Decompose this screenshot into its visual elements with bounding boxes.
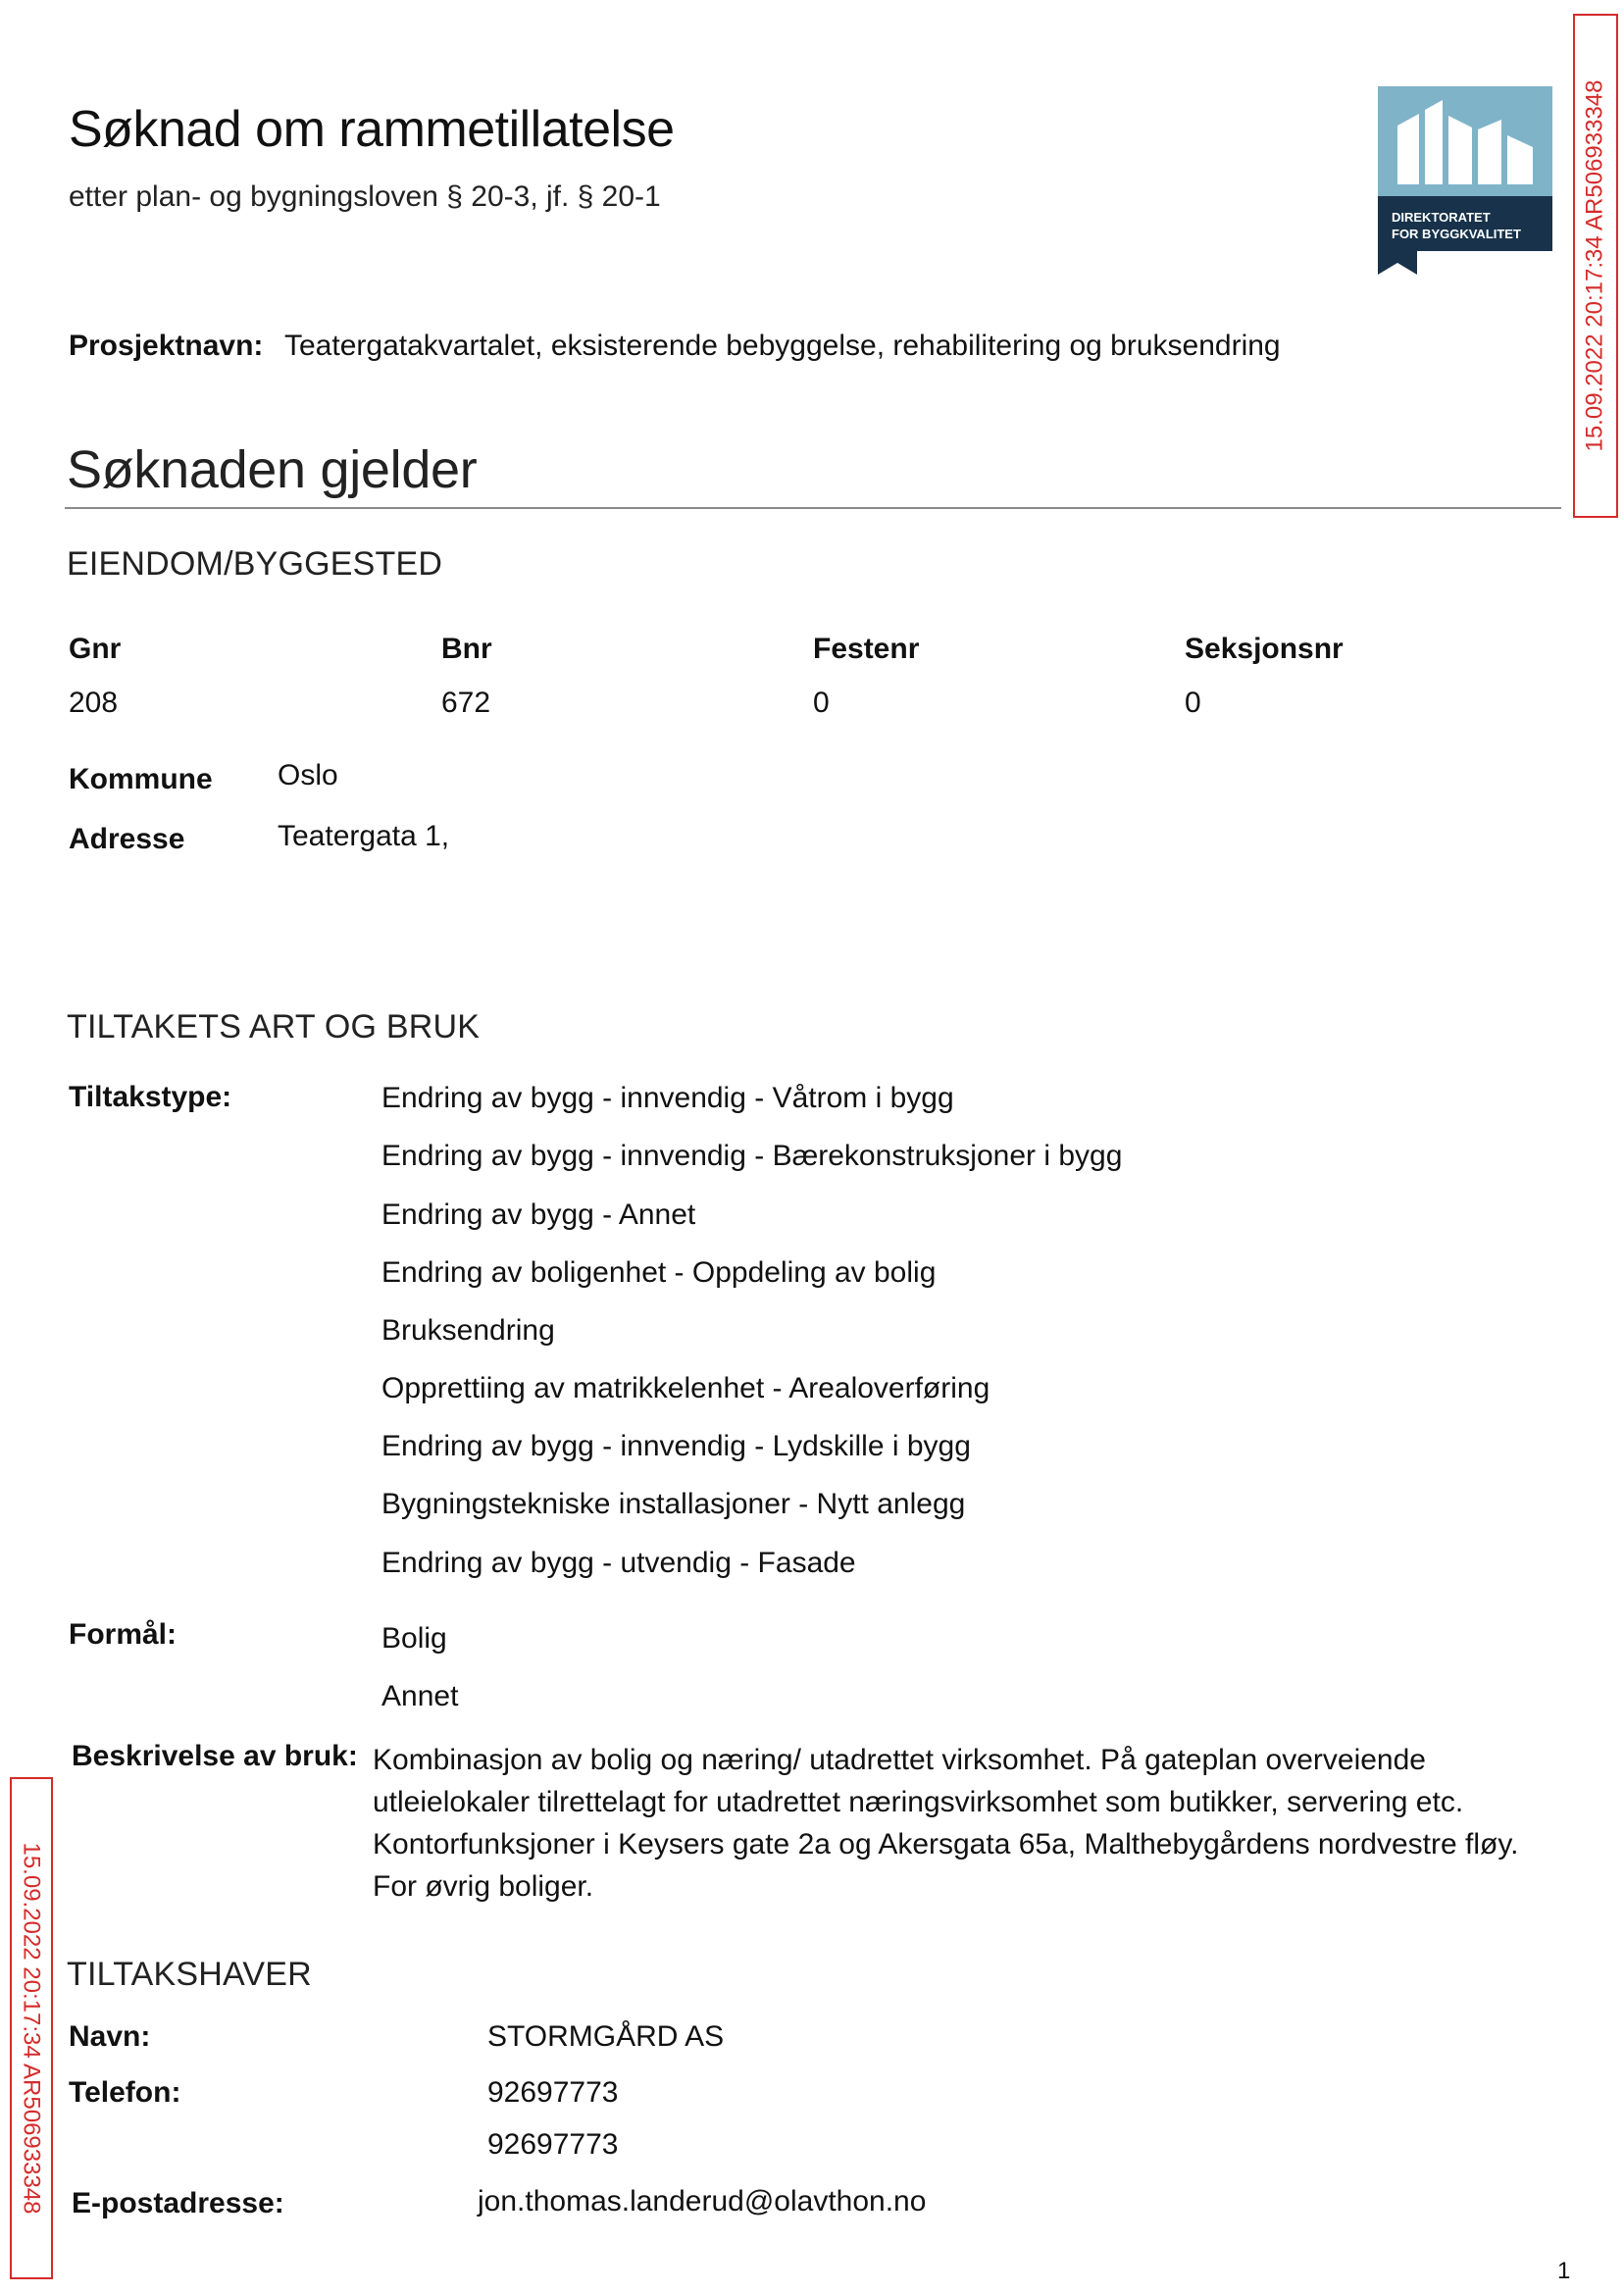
adresse-label: Adresse <box>69 823 185 855</box>
telefon-value-2: 92697773 <box>487 2128 619 2161</box>
telefon-label: Telefon: <box>69 2076 181 2109</box>
gnr-label: Gnr <box>69 633 122 665</box>
project-value: Teatergatakvartalet, eksisterende bebyggelse, rehabilitering og bruksendring <box>284 330 1281 362</box>
seksjonsnr-value: 0 <box>1185 687 1201 719</box>
dibk-logo <box>1378 86 1552 275</box>
festenr-value: 0 <box>813 687 830 719</box>
adresse-value: Teatergata 1, <box>278 820 450 852</box>
page-number: 1 <box>1557 2258 1571 2284</box>
tiltakstype-item: Endring av bygg - innvendig - Våtrom i bygg <box>381 1082 954 1114</box>
received-stamp-top <box>1573 14 1618 518</box>
tiltakstype-item: Endring av bygg - innvendig - Bærekonstruksjoner i bygg <box>381 1140 1123 1172</box>
formal-label: Formål: <box>69 1618 178 1651</box>
bnr-label: Bnr <box>441 633 492 665</box>
received-stamp-bottom <box>10 1777 53 2279</box>
festenr-label: Festenr <box>813 633 920 665</box>
tiltakstype-label: Tiltakstype: <box>69 1081 232 1113</box>
tiltakshaver-heading: TILTAKSHAVER <box>67 1956 312 1993</box>
logo-ribbon <box>1378 251 1417 275</box>
epost-label: E-postadresse: <box>72 2187 284 2219</box>
section-heading: Søknaden gjelder <box>67 440 478 499</box>
navn-value: STORMGÅRD AS <box>487 2020 725 2053</box>
stamp-text: 15.09.2022 20:17:34 AR506933348 <box>1582 79 1608 452</box>
beskrivelse-label: Beskrivelse av bruk: <box>72 1740 358 1772</box>
tiltakstype-item: Bygningstekniske installasjoner - Nytt anlegg <box>381 1488 966 1520</box>
tiltakstype-item: Opprettiing av matrikkelenhet - Arealoverføring <box>381 1372 990 1404</box>
seksjonsnr-label: Seksjonsnr <box>1185 633 1344 665</box>
tiltakstype-item: Bruksendring <box>381 1314 555 1347</box>
section-divider <box>65 507 1561 509</box>
kommune-label: Kommune <box>69 763 213 795</box>
bnr-value: 672 <box>441 687 491 719</box>
tiltakstype-item: Endring av bygg - innvendig - Lydskille i bygg <box>381 1430 971 1462</box>
gnr-value: 208 <box>69 687 119 719</box>
formal-item: Bolig <box>381 1622 447 1655</box>
tiltak-heading: TILTAKETS ART OG BRUK <box>67 1008 481 1045</box>
document-title: Søknad om rammetillatelse <box>69 101 675 158</box>
kommune-value: Oslo <box>278 759 338 791</box>
epost-value: jon.thomas.landerud@olavthon.no <box>478 2185 927 2218</box>
formal-item: Annet <box>381 1680 459 1712</box>
document-subtitle: etter plan- og bygningsloven § 20-3, jf. § 20-1 <box>69 180 661 213</box>
telefon-value: 92697773 <box>487 2076 619 2109</box>
stamp-text: 15.09.2022 20:17:34 AR506933348 <box>19 1842 45 2215</box>
tiltakstype-item: Endring av bygg - utvendig - Fasade <box>381 1547 856 1579</box>
tiltakstype-item: Endring av boligenhet - Oppdeling av bolig <box>381 1256 937 1289</box>
navn-label: Navn: <box>69 2020 151 2053</box>
beskrivelse-text: Kombinasjon av bolig og næring/ utadrettet virksomhet. På gateplan overveiende utleielokaler tilrettelagt for utadrettet næringsvirksomhet som butikker, servering etc. Kontorfunksjoner i Keysers gate 2a og Akersgata 65a, Malthebygårdens nordvestre fløy. For øvrig boliger. <box>373 1744 1519 1903</box>
project-label: Prosjektnavn: <box>69 330 264 362</box>
eiendom-heading: EIENDOM/BYGGESTED <box>67 545 443 583</box>
logo-line-2: FOR BYGGKVALITET <box>1392 227 1521 241</box>
logo-line-1: DIREKTORATET <box>1392 210 1491 225</box>
tiltakstype-item: Endring av bygg - Annet <box>381 1198 696 1231</box>
